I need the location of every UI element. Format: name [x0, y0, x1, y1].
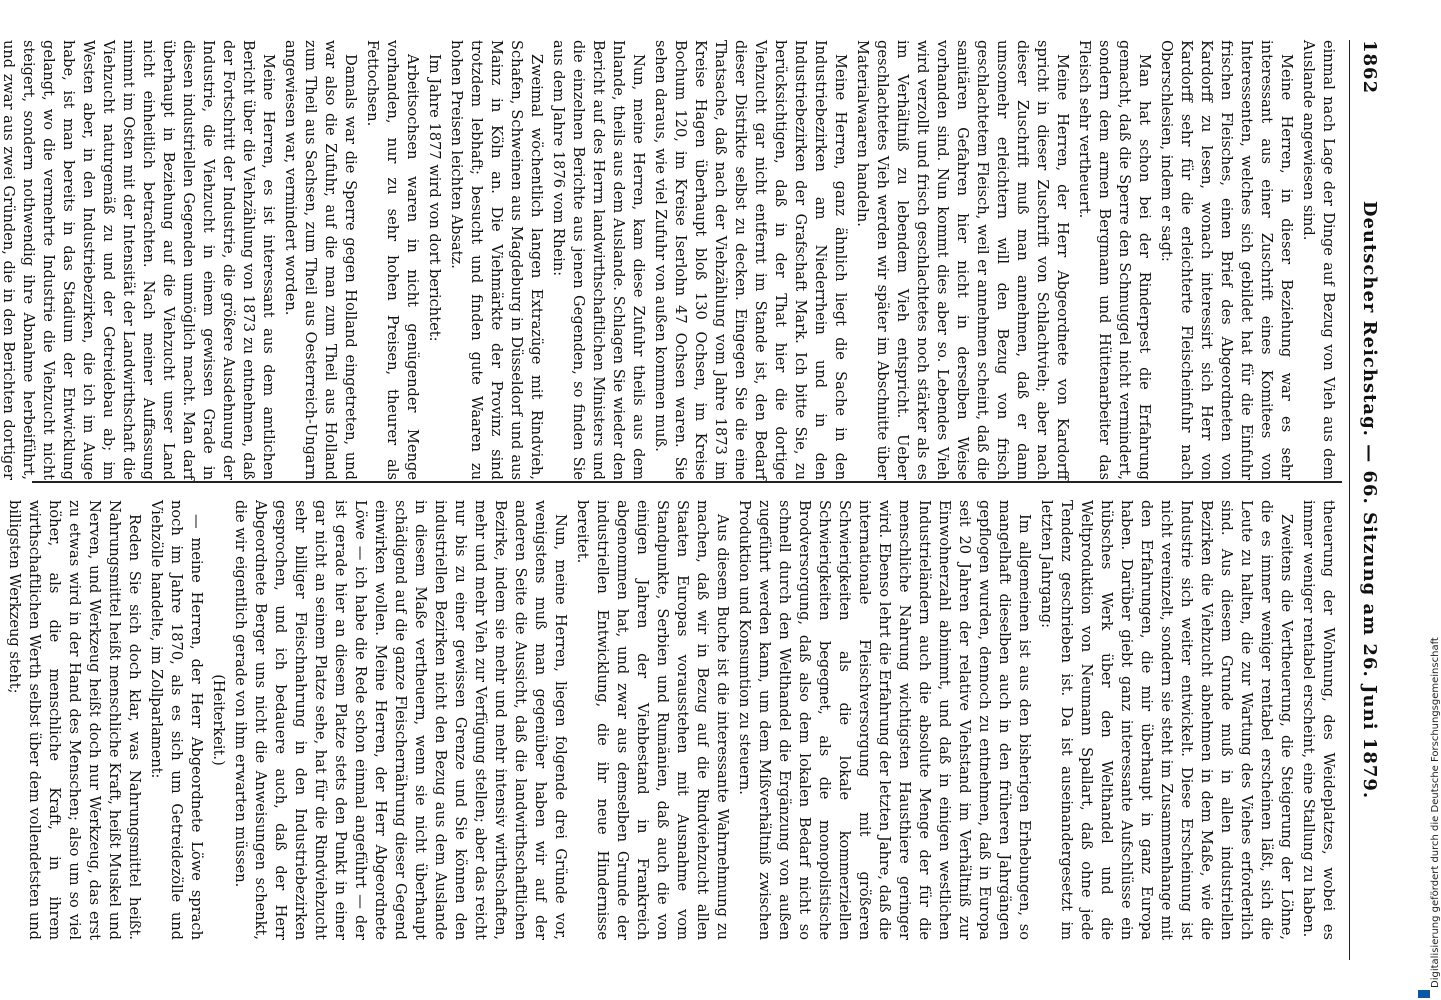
- quote-paragraph: Reden Sie sich doch klar, was Nahrungsmittel heißt. Nahrungsmittel heißt menschliche Kraft, heißt Muskel und Nerven, und Werkzeug heißt doch nur Werkzeug, das erst zu etwas wird in der Hand des Menschen; also um so viel höher, als die menschliche Kraft, in ihrem wirthschaftlichen Werth selbst über dem vollendetsten und billigsten Werkzeug steht;: [6, 500, 143, 940]
- page-number: 1862: [1359, 40, 1380, 95]
- paragraph: Zweitens die Vertheuerung, die Steigerung der Löhne, die es immer weniger rentabel erscheinen läßt, sich die Leute zu halten, die zur Wartung des Viehes erforderlich sind. Aus diesem Grunde muß in allen industriellen Bezirken die Viehzucht abnehmen in dem Maße, wie die Industrie sich weiter entwickelt. Diese Erscheinung ist nicht vereinzelt, sondern sie steht im Zusammenhange mit den Erfahrungen, die mir überhaupt in ganz Europa haben. Darüber giebt ganz interessante Aufschlüsse ein hübsches Werk über den Welthandel und die Weltproduktion von Neumann Spallart, daß ohne jede Tendenz geschrieben ist. Da ist auseinandergesetzt im letzten Jahrgang:: [1038, 500, 1295, 940]
- header-rule: [1349, 40, 1350, 960]
- paragraph: — meine Herren, der Herr Abgeordnete Löwe sprach noch im Jahre 1870, als es sich um Getreidezölle und Viehzölle handelte, im Zollparlament:: [148, 500, 205, 940]
- paragraph: Meine Herren, es ist interessant aus dem amtlichen Bericht über die Viehzählung von 1873 zu entnehmen, daß der Fortschritt der Industrie, die größere Ausdehnung der Industrie, die Viehzucht in einem gewissen Grade in diesen industriellen Gegenden unmöglich macht. Man darf überhaupt in Beziehung auf die Viehzucht unser Land nicht einheitlich betrachten. Nach meiner Auffassung nimmt im Osten mit der Intensität der Landwirthschaft die Viehzucht naturgemäß zu und der Getreidebau ab; im Westen aber, in den Industriebezirken, die ich im Auge habe, ist man bereits in das Stadium der Entwicklung gelangt, wo die vermehrte Industrie die Viehzucht nicht steigert, sondern nothwendig ihre Abnahme herbeiführt, und zwar aus zwei Gründen, die in den Berichten dortiger: [0, 40, 277, 480]
- interjection: (Heiterkeit.): [210, 674, 227, 766]
- digitization-note: [1416, 0, 1441, 1000]
- paragraph: Nun, meine Herren, kam diese Zufuhr theils aus dem Inlande, theils aus dem Auslande. Schlagen Sie wieder den Bericht auf des Herrn landwirthschaftlichen Ministers und die einzelnen Berichte aus jenen Gegenden, so finden Sie aus dem Jahre 1876 vom Rhein:: [550, 40, 647, 480]
- page-header: [1352, 40, 1380, 960]
- paragraph: Damals war die Sperre gegen Holland eingetreten, und war also die Zufuhr, auf die man zum Theil aus Holland zum Theil aus Sachsen, zum Theil aus Oesterreich-Ungarn angewiesen war, vermindert worden.: [282, 40, 359, 480]
- quote-paragraph: Man hat schon bei der Rinderpest die Erfahrung gemacht, daß die Sperre den Schmuggel nicht vermindert, sondern dem armen Bergmann und Hüttenarbeiter das Fleisch sehr vertheuert.: [1076, 40, 1153, 480]
- paragraph: theuerung der Wohnung, des Weideplatzes, wobei es immer weniger rentabel erscheint, eine Stallung zu haben.: [1300, 500, 1337, 940]
- paragraph: Meine Herren, der Herr Abgeordnete von Kardorff spricht in dieser Zuschrift von Schlachtvieh; aber nach dieser Zuschrift muß man annehmen, daß er dann umsomehr erleichtern will den Bezug von frisch geschlachtetem Fleisch, weil er annehmen scheint, daß die sanitären Gefahren hier nicht in derselben Weise vorhanden sind. Nun kommt dies aber so. Lebendes Vieh wird verzollt und frisch geschlachtetes noch stärker als es im Verhältniß zu lebendem Vieh entspricht. Ueber geschlachtetes Vieh werden wir später im Abschnitte über Materialwaaren handeln.: [854, 40, 1071, 480]
- paragraph: Aus diesem Buche ist die interessante Wahrnehmung zu machen, daß wir in Bezug auf die Rindviehzucht allen Staaten Europas vorausstehen mit Ausnahme vom Standpunkte, Serbien und Rumänien, daß auch die von einigen Jahren der Viehbestand in Frankreich abgenommen hat, und zwar aus demselben Grunde der industriellen Entwicklung, die ihr neue Hindernisse bereitet.: [574, 500, 731, 940]
- paragraph: einmal nach Lage der Dinge auf Bezug von Vieh aus dem Auslande angewiesen sind.: [1300, 40, 1337, 480]
- quote-paragraph: Zweimal wöchentlich langen Extrazüge mit Rindvieh, Schafen, Schweinen aus Magdeburg in Düsseldorf und aus Mainz in Köln an. Die Viehmärkte der Provinz sind trotzdem lebhaft; besucht und finden gute Waaren zu hohen Preisen leichten Absatz.: [448, 40, 545, 480]
- paragraph: Nun, meine Herren, liegen folgende drei Gründe vor, wenigstens muß man gegenüber haben wir auf der anderen Seite die Aussicht, daß die landwirthschaftlichen Bezirke, indem sie mehr und mehr intensiv wirthschaften, mehr und mehr Vieh zur Verfügung stellen; aber das reicht nur bis zu einer gewissen Grenze und Sie können den industriellen Bezirken nicht den Bezug aus dem Auslande in diesem Maße vertheuern, wenn sie nicht überhaupt schädigend auf die ganze Fleischernährung dieser Gegend einwirken wollen. Meine Herren, der Herr Abgeordnete Löwe — ich habe die Rede schon einmal angeführt — der ist gerade hier an diesem Platze stets den Punkt in einer gar nicht an seinem Platze sehe, hat für die Rindviehzucht sehr billiger Fleischnahrung in den Industriebezirken gesprochen, und ich bedauere auch, daß der Herr Abgeordnete Berger uns nicht die Anweisungen schenkt, die wir eigentlich gerade von ihm erwarten müssen.: [232, 500, 569, 940]
- page-title: Deutscher Reichstag. — 66. Sitzung am 26. Juni 1879.: [1359, 200, 1380, 800]
- paragraph: Meine Herren, in dieser Beziehung war es sehr interessant aus einer Zuschrift eines Komitees von Interessenten, welches sich gebildet hat für die Einfuhr frischen Fleisches, einen Brief des Abgeordneten von Kardorff zu lesen, wonach interessirt sich Herr von Kardorff sehr für die erleichterte Fleischeinfuhr nach Oberschlesien, indem er sagt:: [1158, 40, 1295, 480]
- paragraph: Meine Herren, ganz ähnlich liegt die Sache in den Industriebezirken am Niederrhein und in den Industriebezirken der Grafschaft Mark. Ich bitte Sie, zu berücksichtigen, daß in der That hier die dortige Viehzucht gar nicht entfernt im Stande ist, den Bedarf dieser Distrikte selbst zu decken. Eingegen Sie die eine Thatsache, daß nach der Viehzählung vom Jahre 1873 im Kreise Hagen überhaupt bloß 130 Ochsen, im Kreise Bochum 120, im Kreise Iserlohn 47 Ochsen waren. Sie sehen daraus, wie viel Zufuhr von außen kommen muß.: [652, 40, 849, 480]
- quote-paragraph: Im allgemeinen ist aus den bisherigen Erhebungen, so mangelhaft dieselben auch in den früheren Jahrgängen gepflogen wurden, dennoch zu entnehmen, daß in Europa seit 20 Jahren der relative Viehstand im Verhältniß zur Einwohnerzahl abnimmt, und daß in einigen westlichen Industrieländern auch die absolute Menge der für die menschliche Nahrung wichtigsten Hausthiere geringer wird. Ebenso lehrt die Erfahrung der letzten Jahre, daß die internationale Fleischversorgung mit größeren Schwierigkeiten als die lokale kommerziellen Schwierigkeiten begegnet, als die monopolistische Brodversorgung, daß also dem lokalen Bedarf nicht so schnell durch den Welthandel die Ergänzung von außen zugeführt werden kann, um dem Mißverhältniß zwischen Produktion und Konsumtion zu steuern.: [736, 500, 1033, 940]
- dfg-logo-icon: [1418, 990, 1430, 998]
- digitization-note-text: Digitalisierung gefördert durch die Deutsche Forschungsgemeinschaft: [1430, 637, 1441, 988]
- quote-paragraph: Arbeitsochsen waren in nicht genügender Menge vorhanden, nur zu sehr hohen Preisen, theurer als Fettochsen.: [364, 40, 421, 480]
- text-column-left: [0, 40, 1338, 480]
- paragraph: Im Jahre 1877 wird von dort berichtet:: [426, 54, 443, 342]
- text-column-right: [6, 500, 1338, 940]
- column-divider: [32, 481, 1342, 483]
